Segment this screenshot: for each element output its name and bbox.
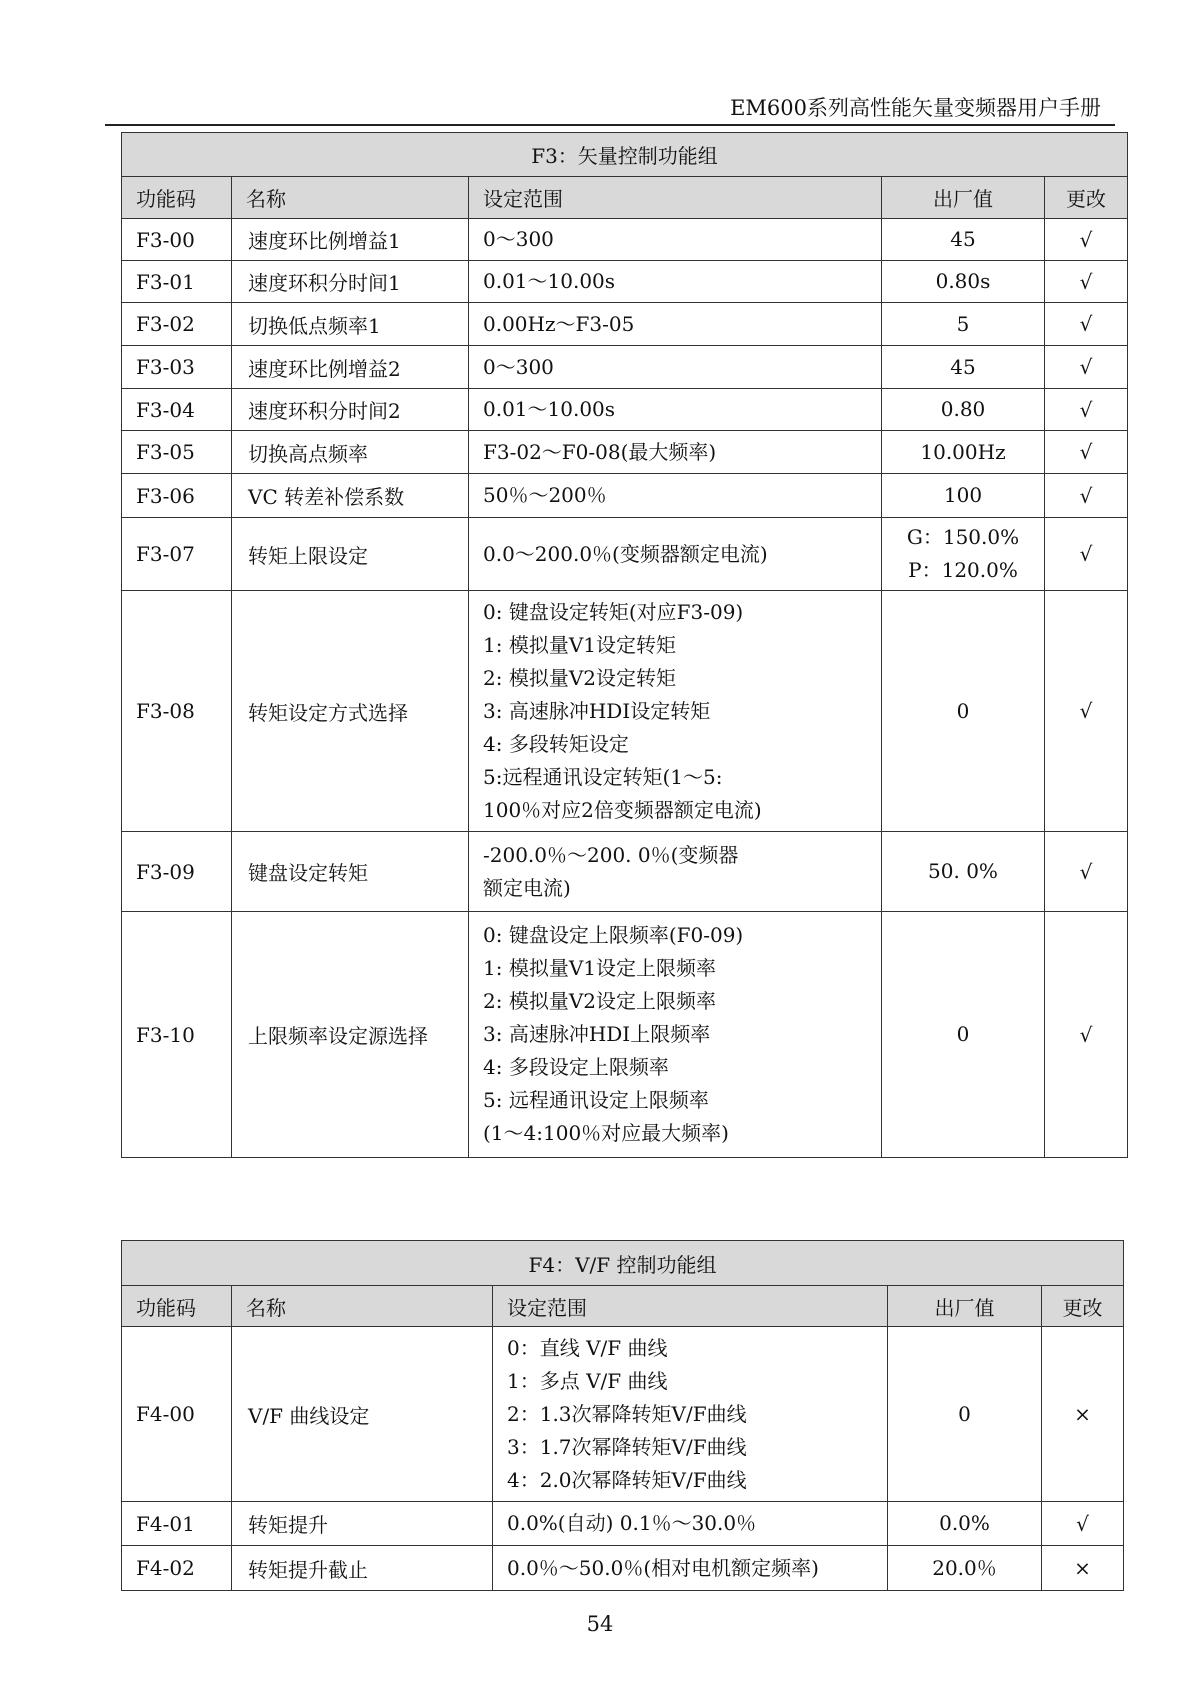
function-code: F3-01 (122, 261, 232, 303)
column-header-change: 更改 (1042, 1286, 1124, 1327)
default-value (882, 431, 1045, 474)
function-code: F3-04 (122, 389, 232, 431)
page-number: 54 (586, 1612, 614, 1636)
default-line: 0 (956, 1022, 970, 1046)
range-line: -200.0％～200. 0％(变频器 (483, 842, 739, 867)
change-flag: √ (1045, 431, 1128, 474)
parameter-name: 速度环积分时间2 (232, 389, 469, 431)
default-line: 45 (950, 354, 976, 379)
default-line: P：120.0% (908, 558, 1018, 582)
range-line: 50％～200％ (483, 483, 607, 507)
default-line: 0 (956, 698, 970, 723)
parameter-name: 速度环比例增益1 (232, 219, 469, 261)
range-line: 0.00Hz～F3-05 (483, 311, 635, 336)
default-value (882, 474, 1045, 518)
column-header-change: 更改 (1045, 177, 1128, 219)
setting-range (469, 591, 882, 832)
change-flag: × (1042, 1327, 1124, 1502)
setting-range (469, 219, 882, 261)
range-line: 1：多点 V/F 曲线 (507, 1368, 668, 1393)
range-line: 0.0%(自动) 0.1％～30.0％ (507, 1511, 757, 1535)
function-code: F3-10 (122, 912, 232, 1158)
range-line: F3-02～F0-08(最大频率) (483, 439, 717, 464)
setting-range (493, 1546, 888, 1591)
change-flag: √ (1045, 912, 1128, 1158)
setting-range (493, 1327, 888, 1502)
change-flag: √ (1045, 389, 1128, 431)
table-row (122, 303, 1128, 346)
table-row (122, 474, 1128, 518)
range-line: 4: 多段转矩设定 (483, 731, 629, 756)
function-code: F4-00 (122, 1327, 232, 1502)
table-row (122, 346, 1128, 389)
f3-group-title: F3：矢量控制功能组 (122, 133, 1128, 177)
change-flag: √ (1045, 346, 1128, 389)
table-row (122, 1502, 1124, 1546)
default-value (882, 591, 1045, 832)
range-line: 0.01～10.00s (483, 269, 616, 293)
range-line: 2: 模拟量V2设定上限频率 (483, 989, 716, 1013)
range-line: 100％对应2倍变频器额定电流) (483, 797, 762, 822)
default-line: 0.80 (940, 397, 986, 421)
f4-parameter-table (121, 1240, 1124, 1591)
default-line: 100 (943, 483, 983, 507)
range-line: 1: 模拟量V1设定转矩 (483, 632, 676, 657)
f3-parameter-table (121, 132, 1128, 1158)
parameter-name: 上限频率设定源选择 (232, 912, 469, 1158)
column-header-name: 名称 (232, 1286, 493, 1327)
table-row (122, 1546, 1124, 1591)
parameter-name: 键盘设定转矩 (232, 832, 469, 912)
range-line: 0.0～200.0％(变频器额定电流) (483, 541, 768, 566)
default-value (882, 219, 1045, 261)
range-line: 0～300 (483, 227, 554, 251)
range-line: 2：1.3次幂降转矩V/F曲线 (507, 1401, 747, 1426)
column-header-default: 出厂值 (888, 1286, 1042, 1327)
default-line: 45 (950, 227, 976, 251)
f3-table-body (122, 219, 1128, 1158)
function-code: F3-03 (122, 346, 232, 389)
setting-range (469, 261, 882, 303)
setting-range (493, 1502, 888, 1546)
parameter-name: 切换高点频率 (232, 431, 469, 474)
default-line: 0 (958, 1401, 971, 1426)
manual-title: EM600系列高性能矢量变频器用户手册 (730, 96, 1101, 120)
range-line: 1: 模拟量V1设定上限频率 (483, 956, 716, 980)
default-value (882, 518, 1045, 591)
change-flag: √ (1045, 219, 1128, 261)
change-flag: √ (1042, 1502, 1124, 1546)
table-row (122, 832, 1128, 912)
function-code: F3-09 (122, 832, 232, 912)
default-line: G：150.0% (906, 525, 1020, 549)
default-value (882, 261, 1045, 303)
parameter-name: 转矩上限设定 (232, 518, 469, 591)
parameter-name: VC 转差补偿系数 (232, 474, 469, 518)
default-line: 0.0% (939, 1511, 990, 1535)
setting-range (469, 474, 882, 518)
parameter-name: 速度环比例增益2 (232, 346, 469, 389)
change-flag: √ (1045, 303, 1128, 346)
range-line: 2: 模拟量V2设定转矩 (483, 665, 676, 690)
default-value (882, 303, 1045, 346)
range-line: 4: 多段设定上限频率 (483, 1055, 669, 1079)
function-code: F3-02 (122, 303, 232, 346)
change-flag: √ (1045, 518, 1128, 591)
default-value (882, 912, 1045, 1158)
table-row (122, 219, 1128, 261)
parameter-name: 转矩设定方式选择 (232, 591, 469, 832)
parameter-name: 切换低点频率1 (232, 303, 469, 346)
function-code: F4-01 (122, 1502, 232, 1546)
function-code: F3-05 (122, 431, 232, 474)
range-line: 0：直线 V/F 曲线 (507, 1335, 668, 1360)
range-line: 3: 高速脉冲HDI上限频率 (483, 1022, 711, 1046)
default-line: 20.0％ (932, 1555, 997, 1580)
range-line: 3：1.7次幂降转矩V/F曲线 (507, 1434, 747, 1459)
f4-table-body (122, 1327, 1124, 1591)
f4-group-title: F4：V/F 控制功能组 (122, 1241, 1124, 1286)
change-flag: √ (1045, 261, 1128, 303)
default-line: 10.00Hz (920, 439, 1006, 464)
setting-range (469, 832, 882, 912)
range-line: 0.0％～50.0％(相对电机额定频率) (507, 1555, 819, 1580)
change-flag: √ (1045, 474, 1128, 518)
parameter-name: 转矩提升截止 (232, 1546, 493, 1591)
range-line: 0～300 (483, 354, 554, 379)
function-code: F3-08 (122, 591, 232, 832)
default-value (882, 346, 1045, 389)
column-header-range: 设定范围 (469, 177, 882, 219)
function-code: F3-06 (122, 474, 232, 518)
range-line: 5: 远程通讯设定上限频率 (483, 1088, 709, 1112)
parameter-name: 速度环积分时间1 (232, 261, 469, 303)
range-line: 额定电流) (483, 875, 571, 900)
default-value (888, 1546, 1042, 1591)
change-flag: × (1042, 1546, 1124, 1591)
setting-range (469, 912, 882, 1158)
range-line: 3: 高速脉冲HDI设定转矩 (483, 698, 711, 723)
table-row (122, 1327, 1124, 1502)
function-code: F3-00 (122, 219, 232, 261)
change-flag: √ (1045, 832, 1128, 912)
range-line: 0: 键盘设定转矩(对应F3-09) (483, 599, 744, 624)
parameter-name: 转矩提升 (232, 1502, 493, 1546)
page-header (105, 88, 1115, 126)
range-line: 5:远程通讯设定转矩(1～5: (483, 764, 723, 789)
default-value (888, 1327, 1042, 1502)
setting-range (469, 518, 882, 591)
table-row (122, 389, 1128, 431)
table-row (122, 912, 1128, 1158)
column-header-range: 设定范围 (493, 1286, 888, 1327)
setting-range (469, 389, 882, 431)
setting-range (469, 303, 882, 346)
default-value (888, 1502, 1042, 1546)
default-line: 5 (956, 311, 970, 336)
function-code: F4-02 (122, 1546, 232, 1591)
default-value (882, 389, 1045, 431)
setting-range (469, 346, 882, 389)
range-line: 4：2.0次幂降转矩V/F曲线 (507, 1467, 747, 1492)
table-row (122, 261, 1128, 303)
default-line: 0.80s (935, 269, 991, 293)
range-line: 0.01～10.00s (483, 397, 616, 421)
function-code: F3-07 (122, 518, 232, 591)
table-row (122, 431, 1128, 474)
table-row (122, 591, 1128, 832)
range-line: 0: 键盘设定上限频率(F0-09) (483, 923, 744, 947)
setting-range (469, 431, 882, 474)
parameter-name: V/F 曲线设定 (232, 1327, 493, 1502)
column-header-default: 出厂值 (882, 177, 1045, 219)
table-row (122, 518, 1128, 591)
default-value (882, 832, 1045, 912)
column-header-name: 名称 (232, 177, 469, 219)
default-line: 50. 0% (928, 859, 998, 883)
change-flag: √ (1045, 591, 1128, 832)
range-line: (1～4:100％对应最大频率) (483, 1121, 729, 1145)
column-header-code: 功能码 (122, 1286, 232, 1327)
column-header-code: 功能码 (122, 177, 232, 219)
